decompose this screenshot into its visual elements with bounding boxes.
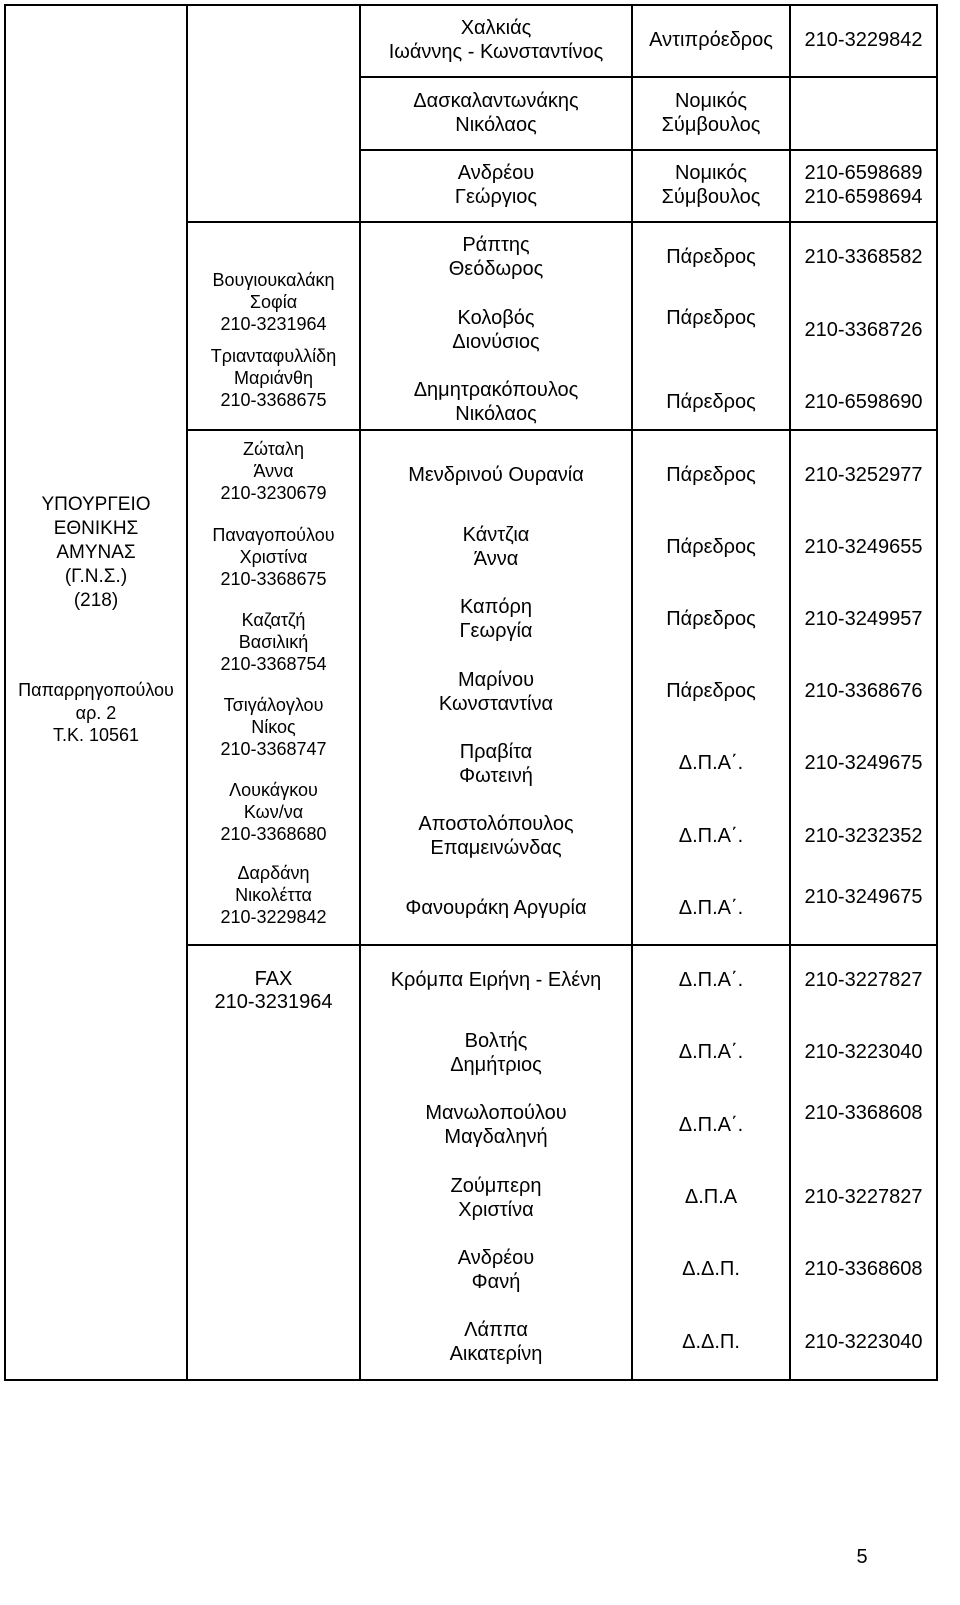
ministry-name-line: ΥΠΟΥΡΓΕΙΟ [41, 494, 151, 515]
secretary-name-line: Ζώταλη [242, 439, 305, 459]
secretary-phone: 210-3231964 [220, 314, 327, 334]
member-phone-line: 210-3232352 [804, 825, 923, 847]
member-name-line: Ανδρέου [457, 1247, 535, 1269]
member-name-line: Μαγδαληνή [444, 1126, 548, 1148]
secretary-name-line: Χριστίνα [239, 547, 308, 567]
secretariat-entry [187, 524, 360, 590]
secretary-name-line: Σοφία [249, 292, 298, 312]
member-role-line: Πάρεδρος [666, 680, 756, 702]
member-phone-line: 210-3252977 [804, 464, 923, 486]
member-role-line: Πάρεδρος [666, 307, 756, 329]
member-name-line: Μαρίνου [457, 669, 535, 691]
member-role-line: Δ.Π.Α΄. [678, 825, 744, 847]
member-role-line: Δ.Π.Α΄. [678, 897, 744, 919]
member-phone [790, 463, 937, 487]
secretary-name-line: Παναγοπούλου [212, 525, 335, 545]
table-border-bottom [4, 1379, 938, 1381]
member-phone-line: 210-3249675 [804, 886, 923, 908]
secretary-phone: 210-3368675 [220, 569, 327, 589]
member-role-line: Σύμβουλος [661, 186, 761, 208]
member-role [632, 535, 790, 559]
member-name [360, 233, 632, 281]
member-role-line: Νομικός [674, 90, 748, 112]
member-phone [790, 318, 937, 342]
member-name-line: Πραβίτα [459, 741, 533, 763]
row-rule [186, 221, 938, 223]
secretary-name-line: Βουγιουκαλάκη [212, 270, 335, 290]
member-phone-line: 210-3229842 [804, 29, 923, 51]
member-name [360, 161, 632, 209]
member-name-line: Διονύσιος [452, 331, 540, 353]
member-role [632, 161, 790, 209]
member-role-line: Νομικός [674, 162, 748, 184]
member-role [632, 968, 790, 992]
member-role [632, 1185, 790, 1209]
member-phone [790, 1101, 937, 1125]
member-phone [790, 245, 937, 269]
member-role-line: Πάρεδρος [666, 536, 756, 558]
member-phone [790, 1330, 937, 1354]
secretary-name-line: Κων/να [243, 802, 304, 822]
member-role [632, 1257, 790, 1281]
member-role-line: Δ.Π.Α΄. [678, 752, 744, 774]
member-role-line: Αντιπρόεδρος [649, 29, 773, 51]
secretariat-entry [187, 862, 360, 928]
secretary-name-line: Τριανταφυλλίδη [210, 346, 337, 366]
member-phone [790, 161, 937, 209]
member-name-line: Γεώργιος [454, 186, 538, 208]
member-name [360, 1174, 632, 1222]
member-role [632, 679, 790, 703]
member-role [632, 1040, 790, 1064]
member-role [632, 1330, 790, 1354]
member-phone-line: 210-3227827 [804, 969, 923, 991]
secretary-name-line: Δαρδάνη [237, 863, 310, 883]
secretariat-entry [187, 609, 360, 675]
member-phone-line: 210-3368608 [804, 1102, 923, 1124]
member-phone-line: 210-3368726 [804, 319, 923, 341]
member-phone [790, 751, 937, 775]
fax-entry [187, 968, 360, 1014]
ministry-address [5, 679, 187, 747]
row-rule [359, 76, 938, 78]
secretary-phone: 210-3368675 [220, 390, 327, 410]
member-role-line: Δ.Π.Α [684, 1186, 738, 1208]
member-phone [790, 885, 937, 909]
member-name-line: Επαμεινώνδας [430, 837, 562, 859]
member-role-line: Πάρεδρος [666, 246, 756, 268]
secretary-phone: 210-3229842 [220, 907, 327, 927]
secretary-name-line: Βασιλική [238, 632, 309, 652]
ministry-name-line: (Γ.Ν.Σ.) [64, 566, 128, 587]
secretariat-entry [187, 345, 360, 411]
page-number: 5 [856, 1546, 868, 1568]
member-role [632, 306, 790, 330]
member-name [360, 378, 632, 426]
member-name [360, 1318, 632, 1366]
member-role [632, 245, 790, 269]
member-phone [790, 968, 937, 992]
table-border-top [4, 4, 938, 6]
member-name [360, 812, 632, 860]
row-rule [359, 149, 938, 151]
member-name-line: Καπόρη [459, 596, 533, 618]
member-name-line: Ανδρέου [457, 162, 535, 184]
member-role [632, 28, 790, 52]
member-phone-line: 210-3223040 [804, 1041, 923, 1063]
member-phone [790, 679, 937, 703]
member-name [360, 463, 632, 487]
member-phone-line: 210-6598694 [804, 186, 923, 208]
member-name-line: Αικατερίνη [449, 1343, 543, 1365]
ministry-name-line: ΕΘΝΙΚΗΣ [53, 518, 139, 539]
member-name-line: Δημήτριος [450, 1054, 542, 1076]
member-role-line: Πάρεδρος [666, 391, 756, 413]
member-role-line: Σύμβουλος [661, 114, 761, 136]
member-name [360, 595, 632, 643]
member-role [632, 607, 790, 631]
secretary-name-line: Μαριάνθη [233, 368, 314, 388]
member-phone [790, 607, 937, 631]
member-role [632, 1113, 790, 1137]
member-name-line: Ζούμπερη [450, 1175, 542, 1197]
secretary-name-line: Τσιγάλογλου [223, 695, 324, 715]
member-phone-line: 210-3223040 [804, 1331, 923, 1353]
member-role [632, 896, 790, 920]
secretariat-entry [187, 438, 360, 504]
member-name-line: Αποστολόπουλος [418, 813, 574, 835]
member-name [360, 668, 632, 716]
member-phone [790, 1040, 937, 1064]
member-name-line: Ράπτης [462, 234, 530, 256]
ministry-address-line: Τ.Κ. 10561 [52, 725, 140, 745]
member-role [632, 390, 790, 414]
secretary-phone: 210-3230679 [220, 483, 327, 503]
ministry-address-line: Παπαρρηγοπούλου [18, 680, 174, 700]
fax-number: 210-3231964 [214, 991, 333, 1013]
member-phone [790, 535, 937, 559]
ministry-name [5, 493, 187, 613]
secretary-name-line: Νικολέττα [235, 885, 312, 905]
member-role [632, 89, 790, 137]
member-role-line: Δ.Δ.Π. [682, 1331, 740, 1353]
secretary-name-line: Νίκος [251, 717, 296, 737]
secretariat-entry [187, 269, 360, 335]
member-phone-line: 210-3368582 [804, 246, 923, 268]
member-phone-line: 210-3249675 [804, 752, 923, 774]
member-phone [790, 390, 937, 414]
member-name [360, 1101, 632, 1149]
member-phone [790, 28, 937, 52]
member-phone-line: 210-6598689 [804, 162, 923, 184]
secretariat-entry [187, 694, 360, 760]
member-name-line: Φανουράκη Αργυρία [405, 897, 587, 919]
row-rule [186, 944, 938, 946]
member-name-line: Μανωλοπούλου [425, 1102, 567, 1124]
member-name-line: Χαλκιάς [460, 17, 532, 39]
fax-label: FAX [254, 968, 293, 990]
member-name [360, 1246, 632, 1294]
secretary-phone: 210-3368680 [220, 824, 327, 844]
member-name-line: Ιωάννης - Κωνσταντίνος [388, 41, 604, 63]
member-name [360, 968, 632, 992]
member-role-line: Πάρεδρος [666, 608, 756, 630]
ministry-address-line: αρ. 2 [75, 702, 117, 723]
member-role [632, 824, 790, 848]
member-name [360, 523, 632, 571]
member-phone [790, 1257, 937, 1281]
member-name [360, 306, 632, 354]
member-name-line: Νικόλαος [455, 403, 537, 425]
member-name [360, 16, 632, 64]
member-role-line: Δ.Π.Α΄. [678, 1114, 744, 1136]
member-name [360, 896, 632, 920]
member-phone [790, 1185, 937, 1209]
secretary-phone: 210-3368747 [220, 739, 327, 759]
member-name-line: Δασκαλαντωνάκης [413, 90, 579, 112]
member-name-line: Θεόδωρος [448, 258, 544, 280]
member-phone-line: 210-3368608 [804, 1258, 923, 1280]
member-name [360, 740, 632, 788]
row-rule [186, 429, 938, 431]
member-name-line: Λάππα [464, 1319, 528, 1341]
ministry-name-line: (218) [73, 590, 119, 611]
member-name-line: Κολοβός [457, 307, 535, 329]
member-name-line: Χριστίνα [458, 1199, 534, 1221]
member-role [632, 463, 790, 487]
secretariat-entry [187, 779, 360, 845]
member-role-line: Πάρεδρος [666, 464, 756, 486]
member-name-line: Νικόλαος [455, 114, 537, 136]
member-phone [790, 824, 937, 848]
member-name [360, 89, 632, 137]
member-role-line: Δ.Π.Α΄. [678, 969, 744, 991]
secretary-name-line: Καζατζή [241, 610, 306, 630]
member-name-line: Κωνσταντίνα [438, 693, 554, 715]
member-name-line: Βολτής [464, 1030, 528, 1052]
member-phone-line: 210-3249957 [804, 608, 923, 630]
member-name-line: Δημητρακόπουλος [413, 379, 579, 401]
member-name-line: Γεωργία [459, 620, 533, 642]
member-name-line: Κάντζια [462, 524, 530, 546]
secretary-name-line: Άννα [253, 461, 294, 481]
member-phone-line: 210-3227827 [804, 1186, 923, 1208]
member-name-line: Κρόμπα Ειρήνη - Ελένη [390, 969, 602, 991]
ministry-name-line: ΑΜΥΝΑΣ [56, 542, 136, 563]
member-name-line: Φανή [471, 1271, 521, 1293]
member-role-line: Δ.Π.Α΄. [678, 1041, 744, 1063]
secretary-phone: 210-3368754 [220, 654, 327, 674]
member-phone-line: 210-3249655 [804, 536, 923, 558]
member-phone-line: 210-3368676 [804, 680, 923, 702]
secretary-name-line: Λουκάγκου [229, 780, 318, 800]
member-phone-line: 210-6598690 [804, 391, 923, 413]
member-name [360, 1029, 632, 1077]
member-name-line: Φωτεινή [459, 765, 533, 787]
member-name-line: Άννα [473, 548, 519, 570]
member-role [632, 751, 790, 775]
member-name-line: Μενδρινού Ουρανία [408, 464, 584, 486]
member-role-line: Δ.Δ.Π. [682, 1258, 740, 1280]
